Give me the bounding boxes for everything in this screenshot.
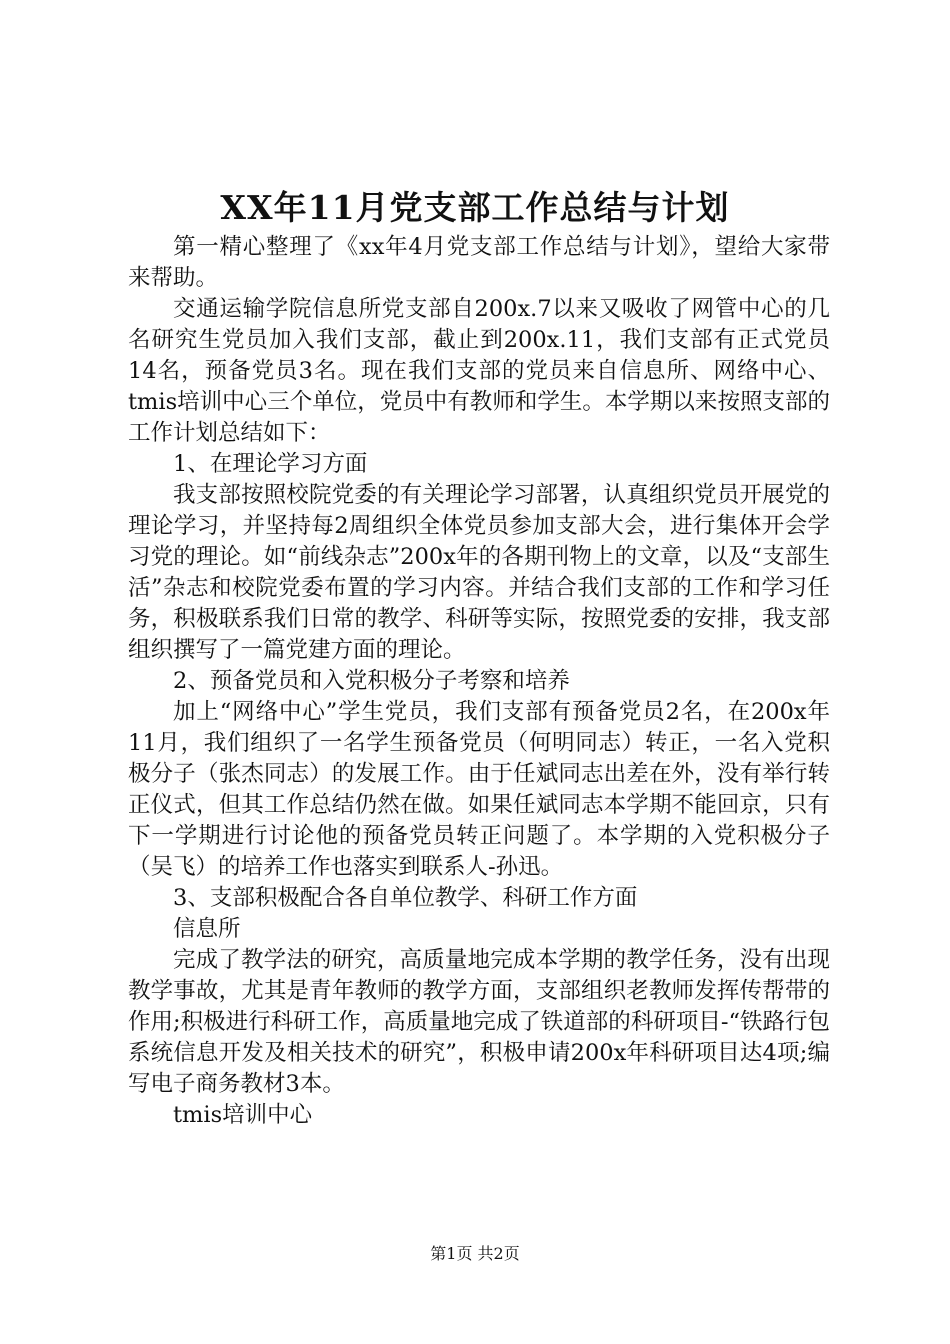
info-institute-paragraph: 完成了教学法的研究，高质量地完成本学期的教学任务，没有出现教学事故，尤其是青年教师的教学方面，支部组织老教师发挥传帮带的作用;积极进行科研工作，高质量地完成了铁道部的科研项目-“铁路行包系统信息开发及相关技术的研究”，积极申请200x年科研项目达4项;编写电子商务教材3本。 — [128, 947, 830, 1097]
section-heading-teaching-research: 3、支部积极配合各自单位教学、科研工作方面 — [173, 885, 638, 911]
intro-paragraph: 第一精心整理了《xx年4月党支部工作总结与计划》，望给大家带来帮助。 — [128, 234, 830, 291]
document-body — [128, 232, 830, 1131]
overview-paragraph: 交通运输学院信息所党支部自200x.7以来又吸收了网管中心的几名研究生党员加入我们支部，截止到200x.11，我们支部有正式党员14名，预备党员3名。现在我们支部的党员来自信息所、网络中心、tmis培训中心三个单位，党员中有教师和学生。本学期以来按照支部的工作计划总结如下： — [128, 296, 830, 446]
subheading-tmis-center: tmis培训中心 — [173, 1102, 313, 1128]
section-heading-member-cultivation: 2、预备党员和入党积极分子考察和培养 — [173, 668, 570, 694]
page-footer: 第1页 共2页 — [430, 1244, 520, 1263]
theory-study-paragraph: 我支部按照校院党委的有关理论学习部署，认真组织党员开展党的理论学习，并坚持每2周组织全体党员参加支部大会，进行集体开会学习党的理论。如“前线杂志”200x年的各期刊物上的文章，以及“支部生活”杂志和校院党委布置的学习内容。并结合我们支部的工作和学习任务，积极联系我们日常的教学、科研等实际，按照党委的安排，我支部组织撰写了一篇党建方面的理论。 — [128, 482, 830, 663]
subheading-info-institute: 信息所 — [173, 916, 241, 942]
document-title: XX年11月党支部工作总结与计划 — [220, 188, 730, 227]
section-heading-theory-study: 1、在理论学习方面 — [173, 451, 368, 477]
member-cultivation-paragraph: 加上“网络中心”学生党员，我们支部有预备党员2名，在200x年11月，我们组织了一名学生预备党员（何明同志）转正，一名入党积极分子（张杰同志）的发展工作。由于任斌同志出差在外，没有举行转正仪式，但其工作总结仍然在做。如果任斌同志本学期不能回京，只有下一学期进行讨论他的预备党员转正问题了。本学期的入党积极分子（吴飞）的培养工作也落实到联系人-孙迅。 — [128, 699, 830, 880]
